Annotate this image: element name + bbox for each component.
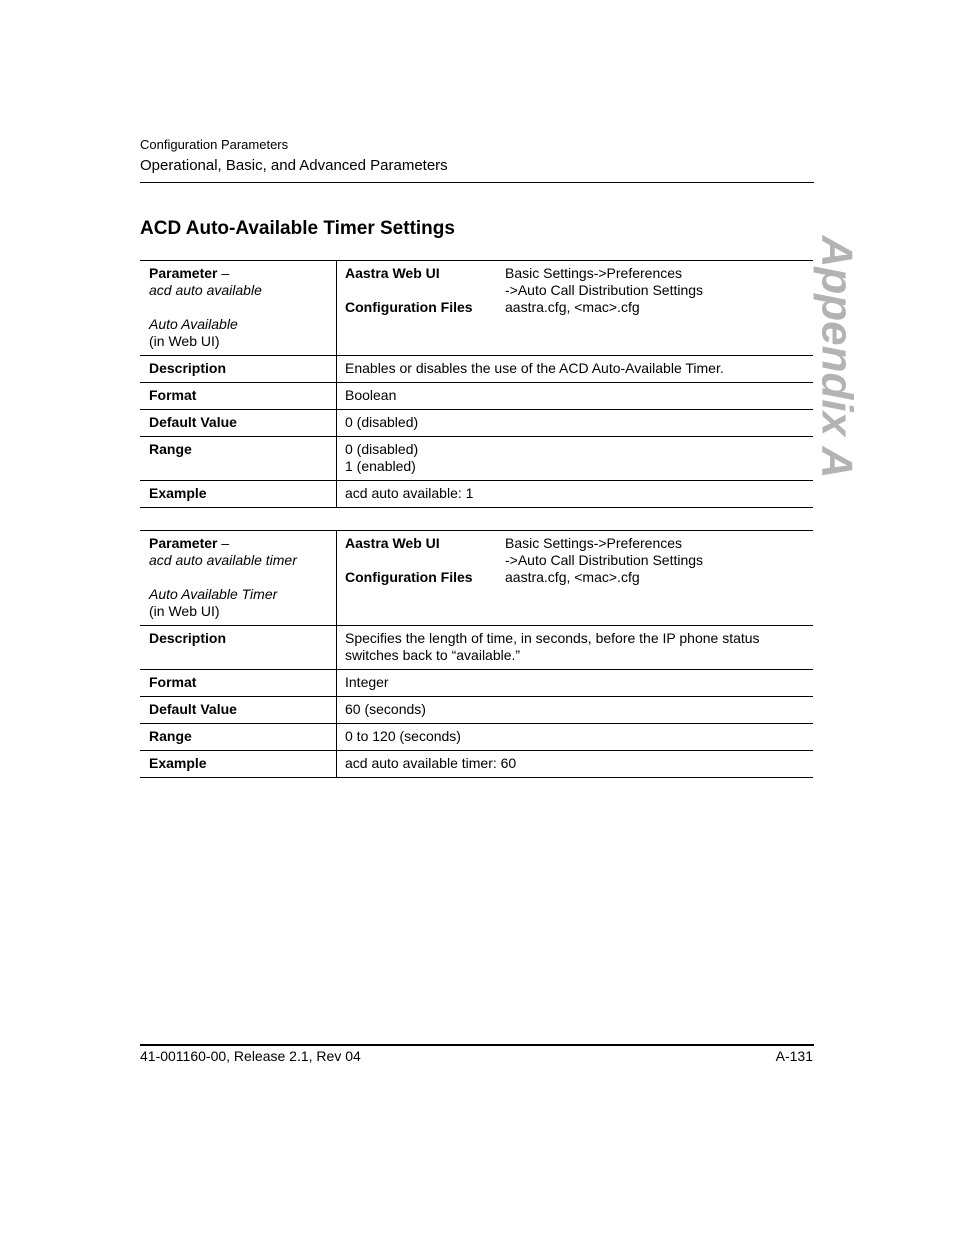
table-row-example	[140, 481, 813, 508]
table-row-example	[140, 751, 813, 778]
table-row-parameter	[140, 531, 813, 626]
table-row-range	[140, 437, 813, 481]
config-files-label: Configuration Files	[345, 569, 473, 585]
table-row-default	[140, 410, 813, 437]
parameter-name: acd auto available timer	[149, 552, 297, 568]
aastra-web-ui-path-1: Basic Settings->Preferences	[505, 535, 683, 551]
row-label: Description	[140, 356, 337, 383]
row-label: Example	[140, 751, 337, 778]
location-cell	[337, 261, 814, 356]
table-row-description	[140, 356, 813, 383]
table-row-parameter	[140, 261, 813, 356]
footer-document-id: 41-001160-00, Release 2.1, Rev 04	[140, 1048, 361, 1064]
row-label: Range	[140, 724, 337, 751]
config-files-value: aastra.cfg, <mac>.cfg	[505, 299, 640, 315]
parameter-dash: –	[217, 265, 230, 281]
table-row-default	[140, 697, 813, 724]
row-value	[337, 437, 814, 481]
appendix-side-tab	[808, 235, 864, 479]
parameter-label: Parameter	[149, 535, 218, 551]
running-header-chapter: Configuration Parameters	[140, 137, 289, 152]
table-row-range	[140, 724, 813, 751]
location-cell	[337, 531, 814, 626]
aastra-web-ui-path-2: ->Auto Call Distribution Settings	[505, 552, 704, 568]
range-value-1: 0 (disabled)	[345, 441, 419, 457]
table-row-format	[140, 670, 813, 697]
row-value: 0 to 120 (seconds)	[337, 724, 814, 751]
aastra-web-ui-label: Aastra Web UI	[345, 265, 440, 281]
row-label: Format	[140, 383, 337, 410]
parameter-cell	[140, 261, 337, 356]
table-row-description	[140, 626, 813, 670]
description-line-1: Specifies the length of time, in seconds, before the IP phone status	[345, 630, 760, 646]
parameter-table-acd-auto-available-timer	[140, 530, 813, 778]
row-label: Default Value	[140, 410, 337, 437]
webui-note: (in Web UI)	[149, 333, 220, 349]
config-files-value: aastra.cfg, <mac>.cfg	[505, 569, 640, 585]
parameter-table-acd-auto-available	[140, 260, 813, 508]
row-value: acd auto available: 1	[337, 481, 814, 508]
aastra-web-ui-path-2: ->Auto Call Distribution Settings	[505, 282, 704, 298]
parameter-cell	[140, 531, 337, 626]
footer-divider	[140, 1044, 814, 1046]
row-value: 0 (disabled)	[337, 410, 814, 437]
table-row-format	[140, 383, 813, 410]
webui-note: (in Web UI)	[149, 603, 220, 619]
parameter-dash: –	[217, 535, 230, 551]
description-line-2: switches back to “available.”	[345, 647, 521, 663]
row-label: Example	[140, 481, 337, 508]
row-value	[337, 626, 814, 670]
row-label: Range	[140, 437, 337, 481]
row-label: Format	[140, 670, 337, 697]
appendix-side-tab-label: Appendix A	[812, 235, 862, 479]
running-header-section: Operational, Basic, and Advanced Parameters	[140, 157, 448, 174]
row-value: Integer	[337, 670, 814, 697]
row-label: Description	[140, 626, 337, 670]
header-divider	[140, 182, 814, 183]
row-value: Boolean	[337, 383, 814, 410]
footer-page-number: A-131	[775, 1048, 813, 1064]
parameter-name: acd auto available	[149, 282, 262, 298]
aastra-web-ui-label: Aastra Web UI	[345, 535, 440, 551]
section-title: ACD Auto-Available Timer Settings	[140, 218, 455, 239]
parameter-label: Parameter	[149, 265, 218, 281]
row-value: acd auto available timer: 60	[337, 751, 814, 778]
webui-parameter-name: Auto Available	[149, 316, 238, 332]
config-files-label: Configuration Files	[345, 299, 473, 315]
row-value: Enables or disables the use of the ACD Auto-Available Timer.	[337, 356, 814, 383]
webui-parameter-name: Auto Available Timer	[149, 586, 278, 602]
aastra-web-ui-path-1: Basic Settings->Preferences	[505, 265, 683, 281]
row-label: Default Value	[140, 697, 337, 724]
range-value-2: 1 (enabled)	[345, 458, 416, 474]
row-value: 60 (seconds)	[337, 697, 814, 724]
